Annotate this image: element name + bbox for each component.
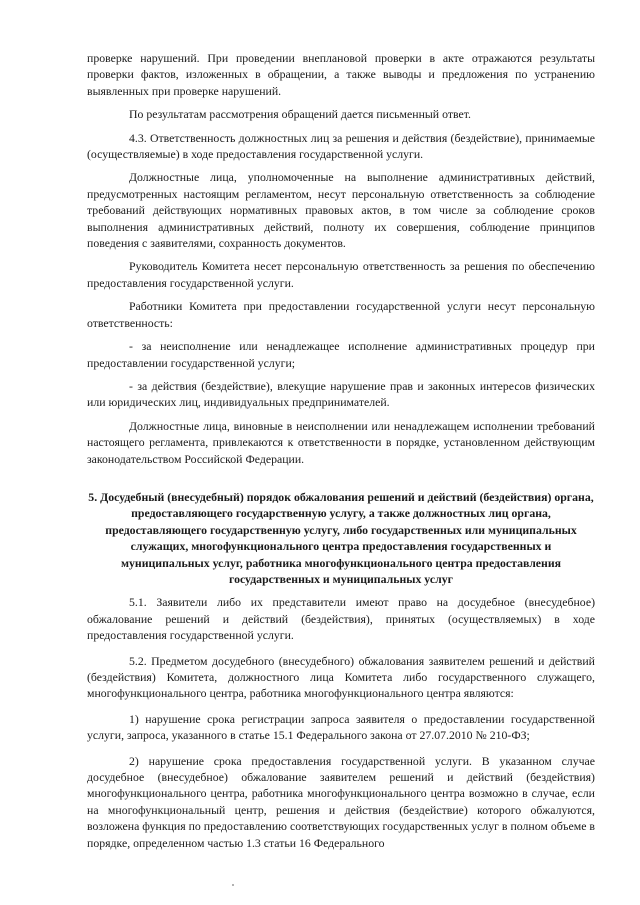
document-body — [87, 50, 595, 851]
paragraph-officials-responsibility: Должностные лица, уполномоченные на выполнение административных действий, предусмотренных настоящим регламентом, несут персональную ответственность за соблюдение требований действующих нормативных правовых актов, в том числе за соблюдение сроков выполнения административных действий, полноту их совершения, соблюдение принципов поведения с заявителями, сохранность документов. — [87, 170, 595, 251]
list-item-nonperformance: - за неисполнение или ненадлежащее исполнение административных процедур при предоставлении государственной услуги; — [87, 339, 595, 370]
paragraph-employees-responsibility: Работники Комитета при предоставлении государственной услуги несут персональную ответственность: — [87, 299, 595, 330]
paragraph-written-reply: По результатам рассмотрения обращений дается письменный ответ. — [129, 107, 471, 122]
section-heading-5: 5. Досудебный (внесудебный) порядок обжалования решений и действий (бездействия) органа, предоставляющего государственную услугу, а также должностных лиц органа, предоставляющего государственную услугу, либо государственных или муниципальных служащих, многофункционального центра предоставления государственных и муниципальных услуг, работника многофункционального центра предоставления государственных и муниципальных услуг — [88, 489, 594, 586]
list-item-actions-violations: - за действия (бездействие), влекущие нарушение прав и законных интересов физических или юридических лиц, индивидуальных предпринимателей. — [87, 378, 595, 410]
scan-speck — [232, 884, 234, 886]
paragraph-head-responsibility: Руководитель Комитета несет персональную ответственность за решения по обеспечению предоставления государственной услуги. — [87, 259, 595, 290]
paragraph-5-1: 5.1. Заявители либо их представители имеют право на досудебное (внесудебное) обжалование решений и действий (бездействия), принятых (осуществляемых) в ходе предоставления государственной услуги. — [87, 595, 595, 643]
paragraph-5-2: 5.2. Предметом досудебного (внесудебного) обжалования заявителем решений и действий (бездействия) Комитета, должностного лица Комитета либо государственного служащего, многофункционального центра, работника многофункционального центра являются: — [87, 653, 595, 701]
list-item-service-deadline: 2) нарушение срока предоставления государственной услуги. В указанном случае досудебное (внесудебное) обжалование заявителем решений и действий (бездействия) многофункционального центра, работника многофункционального центра возможно в случае, если на многофункциональный центр, решения и действия (бездействие) которого обжалуются, возложена функция по предоставлению соответствующих государственных услуг в полном объеме в порядке, определенном частью 1.3 статьи 16 Федерального — [87, 753, 595, 850]
list-item-registration-deadline: 1) нарушение срока регистрации запроса заявителя о предоставлении государственной услуги, запроса, указанного в статье 15.1 Федерального закона от 27.07.2010 № 210-ФЗ; — [87, 711, 595, 743]
paragraph-inspection-results: проверке нарушений. При проведении внеплановой проверки в акте отражаются результаты проверки фактов, изложенных в обращении, а также выводы и предложения по устранению выявленных при проверке нарушений. — [87, 51, 595, 98]
paragraph-guilty-officials: Должностные лица, виновные в неисполнении или ненадлежащем исполнении требований настоящего регламента, привлекаются к ответственности в порядке, установленном действующим законодательством Российской Федерации. — [87, 418, 595, 466]
paragraph-4-3: 4.3. Ответственность должностных лиц за решения и действия (бездействие), принимаемые (осуществляемые) в ходе предоставления государственной услуги. — [87, 130, 595, 162]
